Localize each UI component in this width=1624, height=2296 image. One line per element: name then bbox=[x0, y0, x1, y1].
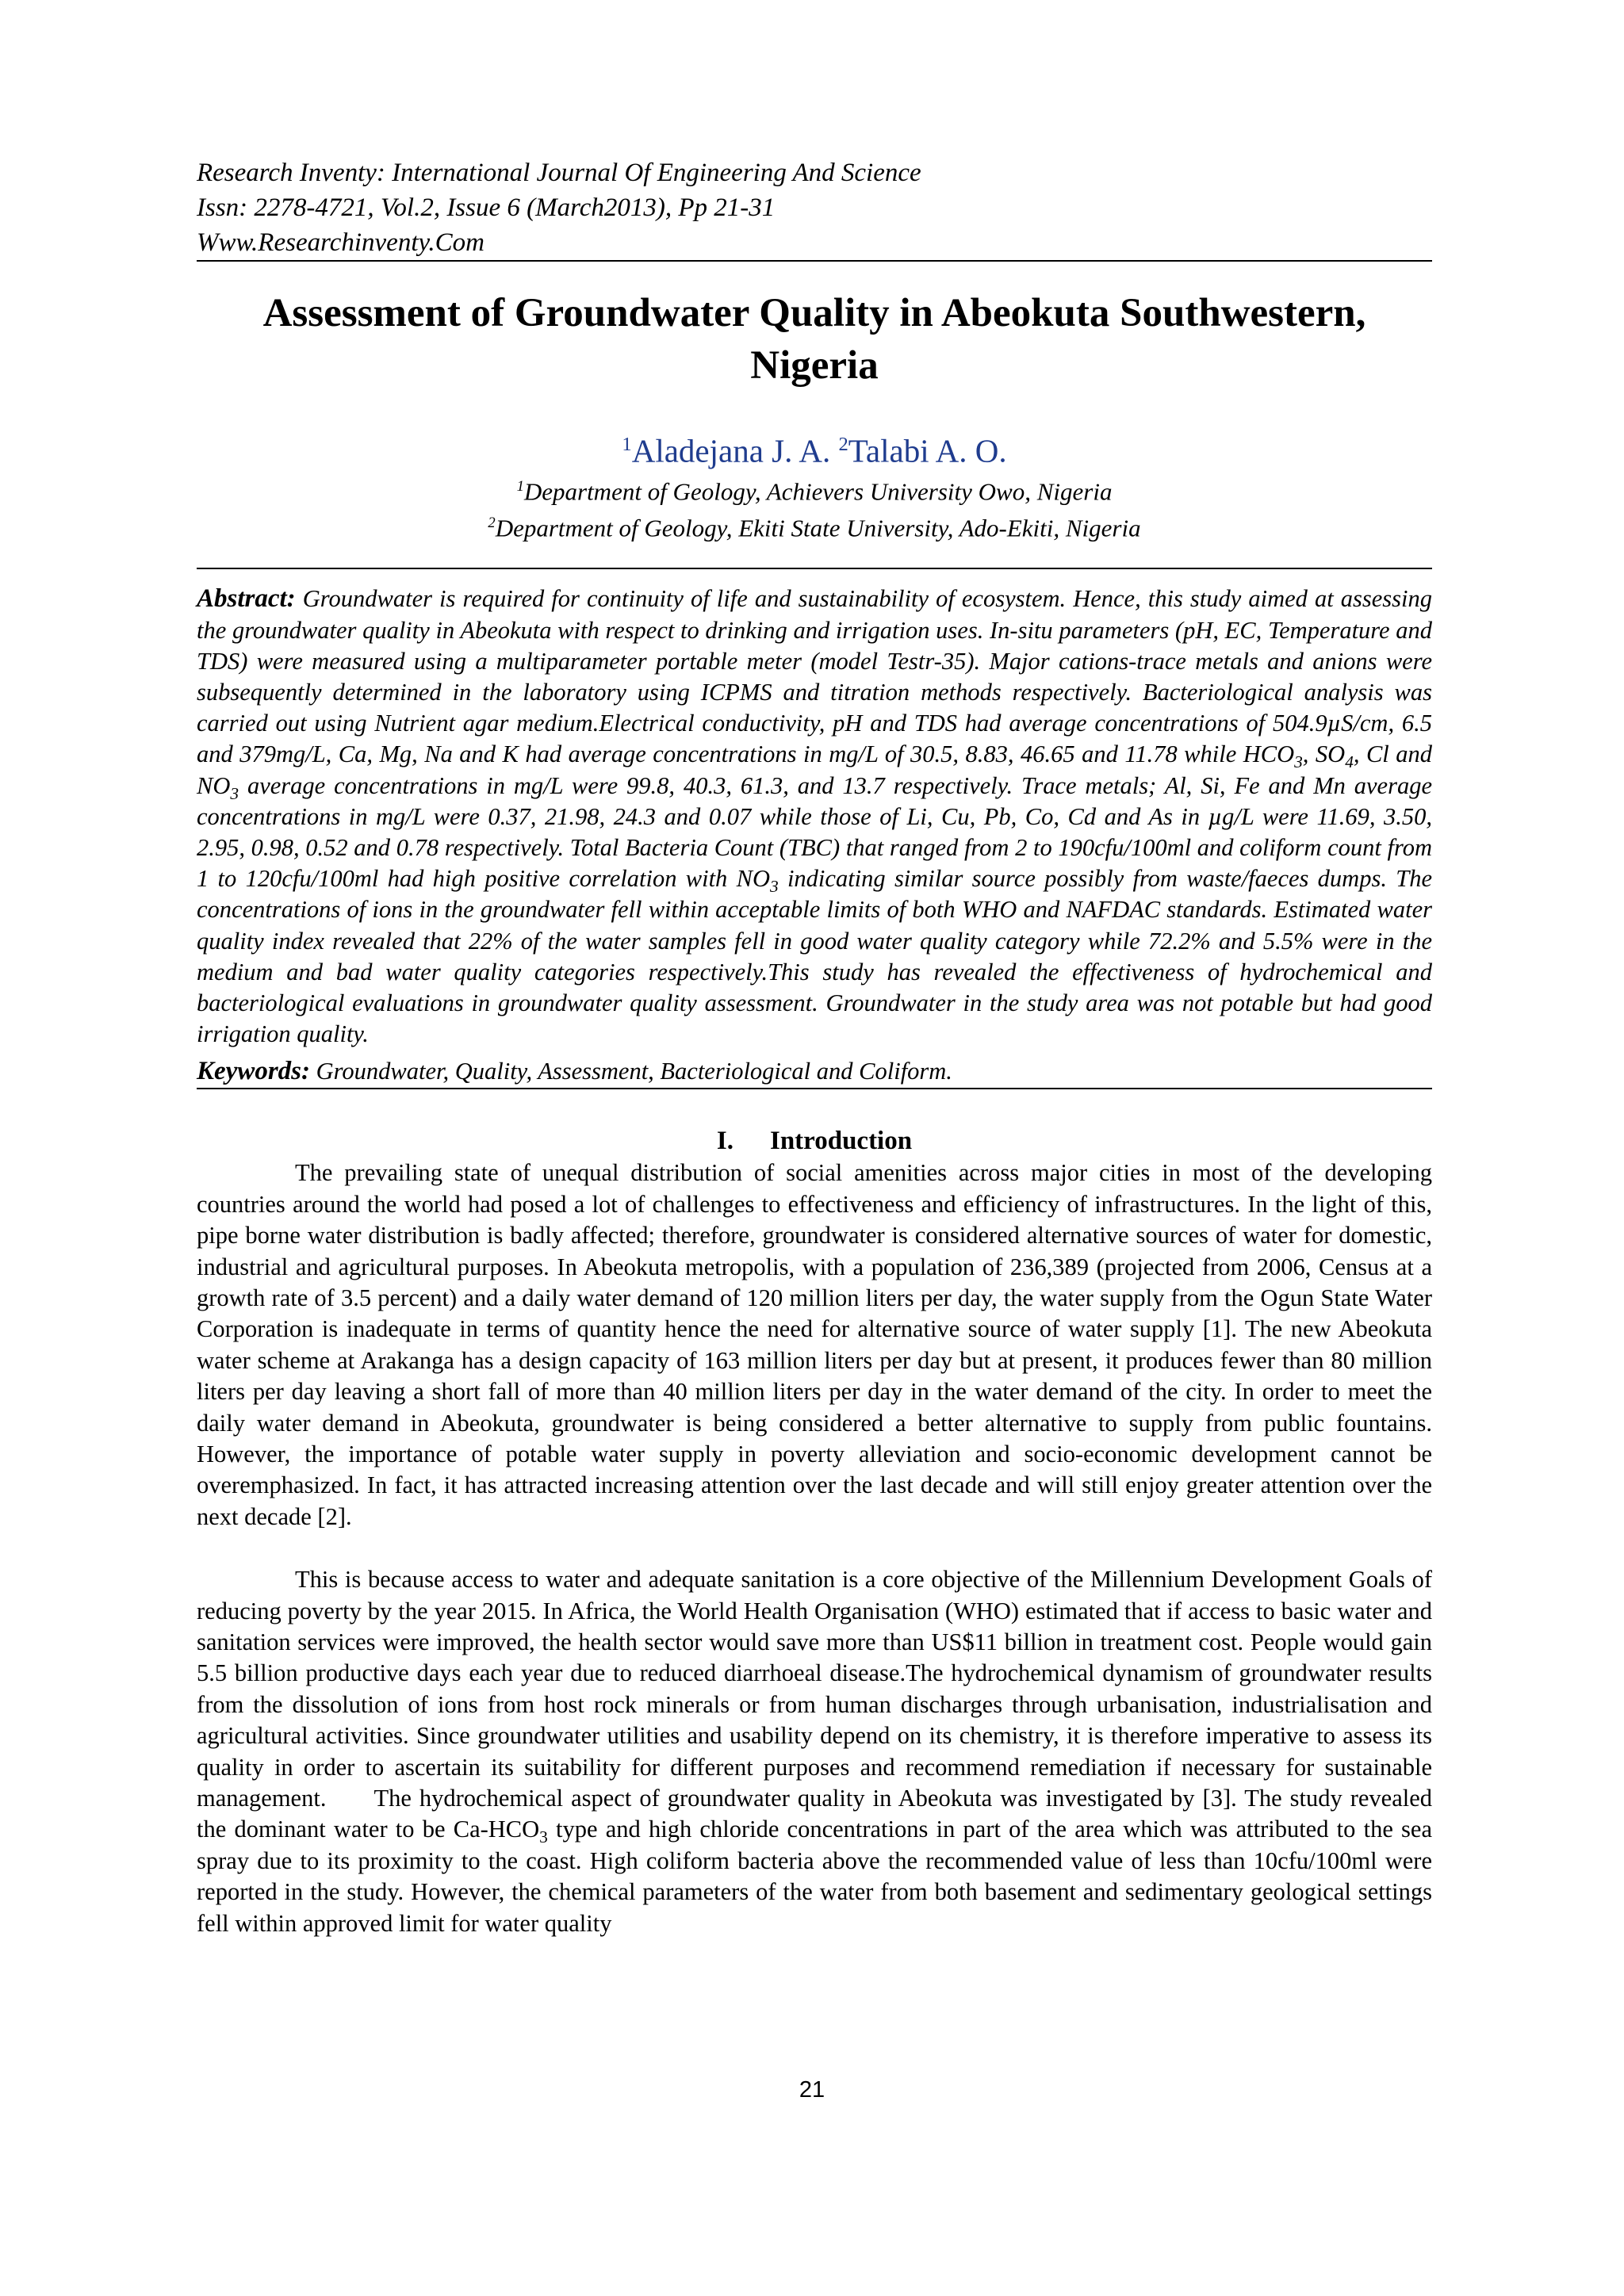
author-2-marker: 2 bbox=[838, 434, 848, 455]
abstract-top-rule bbox=[197, 568, 1432, 569]
abstract-text-3: , Cl and NO bbox=[197, 740, 1433, 799]
intro-paragraph-2 bbox=[197, 1564, 1432, 1939]
header-rule bbox=[197, 260, 1432, 262]
affiliation-2 bbox=[197, 507, 1432, 544]
intro-paragraph-2-text-b: The hydrochemical aspect of groundwater quality in Abeokuta was investigated by [3]. The study revealed the dominant water to be Ca-HCO bbox=[197, 1785, 1432, 1843]
abstract-label: Abstract: bbox=[197, 584, 296, 614]
intro-paragraph-2-text-c: type and high chloride concentrations in part of the area which was attributed to the sea spray due to its proximity to the coast. High coliform bacteria above the recommended value of less than 10cfu/100ml were reported in the study. However, the chemical parameters of the water from both basement and sedimentary geological settings fell within approved limit for water quality bbox=[197, 1816, 1432, 1937]
section-title: Introduction bbox=[769, 1127, 913, 1156]
abstract-text-1: Groundwater is required for continuity of life and sustainability of ecosystem. Hence, this study aimed at assessing the groundwater quality in Abeokuta with respect to drinking and irrigation uses. In-situ parameters (pH, EC, Temperature and TDS) were measured using a multiparameter portable meter (model Testr-35). Major cations-trace metals and anions were subsequently determined in the laboratory using ICPMS and titration methods respectively. Bacteriological analysis was carried out using Nutrient agar medium.Electrical conductivity, pH and TDS had average concentrations of 504.9µS/cm, 6.5 and 379mg/L, Ca, Mg, Na and K had average concentrations in mg/L of 30.5, 8.83, 46.65 and 11.78 while HCO bbox=[197, 585, 1433, 768]
journal-url[interactable]: Www.Researchinventy.Com bbox=[197, 228, 485, 257]
keywords bbox=[197, 1054, 1432, 1088]
author-1-name: Aladejana J. A. bbox=[631, 432, 831, 469]
journal-header bbox=[197, 155, 1432, 260]
affiliation-1-text: Department of Geology, Achievers University Owo, Nigeria bbox=[523, 476, 1113, 505]
affiliation-2-marker: 2 bbox=[488, 514, 496, 531]
author-list bbox=[197, 425, 1432, 471]
keywords-label: Keywords: bbox=[197, 1057, 310, 1086]
section-heading bbox=[197, 1124, 1432, 1158]
page-content bbox=[197, 155, 1432, 1939]
section-number: I. bbox=[716, 1127, 733, 1156]
paper-title: Assessment of Groundwater Quality in Abeokuta Southwestern, Nigeria bbox=[262, 291, 1366, 388]
paragraph-gap bbox=[197, 1533, 1432, 1564]
keywords-text: Groundwater, Quality, Assessment, Bacteriological and Coliform. bbox=[316, 1058, 952, 1085]
affiliation-2-text: Department of Geology, Ekiti State University, Ado-Ekiti, Nigeria bbox=[495, 514, 1141, 542]
abstract-sub-2: 4 bbox=[1345, 752, 1354, 772]
abstract-text-5: indicating similar source possibly from waste/faeces dumps. The concentrations of ions in the groundwater fell within acceptable limits of both WHO and NAFDAC standards. Estimated water quality index revealed that 22% of the water samples fell in good water quality category while 72.2% and 5.5% were in the medium and bad water quality categories respectively.This study has revealed the effectiveness of hydrochemical and bacteriological evaluations in groundwater quality assessment. Groundwater in the study area was not potable but had good irrigation quality. bbox=[197, 865, 1433, 1048]
keywords-rule bbox=[197, 1088, 1432, 1089]
intro-paragraph-1: The prevailing state of unequal distribution of social amenities across major cities in most of the developing countries around the world had posed a lot of challenges to effectiveness and efficiency of infrastructures. In the light of this, pipe borne water distribution is badly affected; therefore, groundwater is considered alternative sources of water for domestic, industrial and agricultural purposes. In Abeokuta metropolis, with a population of 236,389 (projected from 2006, Census at a growth rate of 3.5 percent) and a daily water demand of 120 million liters per day, the water supply from the Ogun State Water Corporation is inadequate in terms of quantity hence the need for alternative source of water supply [1]. The new Abeokuta water scheme at Arakanga has a design capacity of 163 million liters per day but at present, it produces fewer than 80 million liters per day leaving a short fall of more than 40 million liters per day in the water demand of the city. In order to meet the daily water demand in Abeokuta, groundwater is being considered a better alternative to supply from public fountains. However, the importance of potable water supply in poverty alleviation and socio-economic development cannot be overemphasized. In fact, it has attracted increasing attention over the last decade and will still enjoy greater attention over the next decade [2]. bbox=[197, 1159, 1432, 1530]
author-1-marker: 1 bbox=[622, 434, 632, 455]
journal-issn: Issn: 2278-4721, Vol.2, Issue 6 (March2013), Pp 21-31 bbox=[197, 193, 776, 222]
affiliation-1 bbox=[197, 471, 1432, 507]
page-number: 21 bbox=[799, 2077, 825, 2103]
intro-paragraph-2-text-a: This is because access to water and adequate sanitation is a core objective of the Millennium Development Goals of reducing poverty by the year 2015. In Africa, the World Health Organisation (WHO) estimated that if access to basic water and sanitation services were improved, the health sector would save more than US$11 billion in treatment cost. People would gain 5.5 billion productive days each year due to reduced diarrhoeal disease.The hydrochemical dynamism of groundwater results from the dissolution of ions from host rock minerals or from human discharges through urbanisation, industrialisation and agricultural activities. Since groundwater utilities and usability depend on its chemistry, it is therefore imperative to assess its quality in order to ascertain its suitability for different purposes and recommend remediation if necessary for sustainable management. bbox=[197, 1566, 1432, 1812]
abstract-sub-3: 3 bbox=[230, 783, 239, 803]
abstract-sub-1: 3 bbox=[1294, 752, 1303, 772]
abstract-sub-4: 3 bbox=[769, 877, 779, 897]
author-2-name: Talabi A. O. bbox=[848, 432, 1007, 469]
abstract-text-2: , SO bbox=[1302, 740, 1346, 768]
intro-paragraph-2-sub: 3 bbox=[539, 1827, 548, 1847]
affiliation-1-marker: 1 bbox=[516, 477, 524, 495]
abstract-text-4: average concentrations in mg/L were 99.8, 40.3, 61.3, and 13.7 respectively. Trace metals; Al, Si, Fe and Mn average concentrations in mg/L were 0.37, 21.98, 24.3 and 0.07 while those of Li, Cu, Pb, Co, Cd and As in µg/L were 11.69, 3.50, 2.95, 0.98, 0.52 and 0.78 respectively. Total Bacteria Count (TBC) that ranged from 2 to 190cfu/100ml and coliform count from 1 to 120cfu/100ml had high positive correlation with NO bbox=[197, 771, 1432, 893]
journal-name: Research Inventy: International Journal Of Engineering And Science bbox=[197, 159, 921, 187]
abstract bbox=[197, 584, 1432, 1050]
